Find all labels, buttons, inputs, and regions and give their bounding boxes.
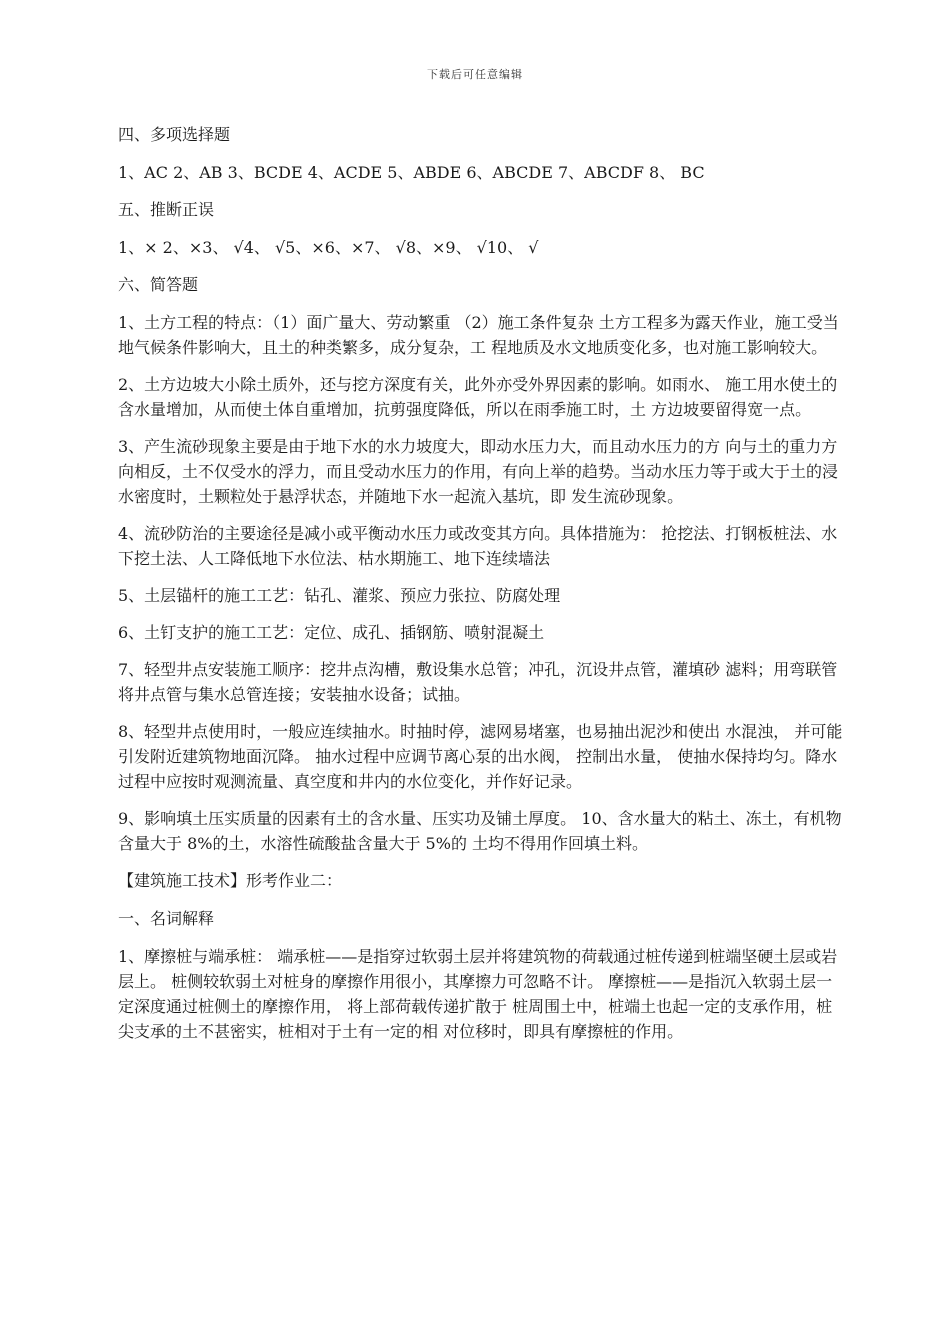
answer-line-multiple-choice: 1、AC 2、AB 3、BCDE 4、ACDE 5、ABDE 6、ABCDE 7、ABCDF 8、 BC <box>118 163 705 182</box>
short-answer-paragraph-9: 9、影响填土压实质量的因素有土的含水量、压实功及铺土厚度。 10、含水量大的粘土、冻土，有机物含量大于 8%的土，水溶性硫酸盐含量大于 5%的 土均不得用作回填土料。 <box>118 809 842 853</box>
section-heading-short-answer: 六、简答题 <box>118 275 199 294</box>
short-answer-paragraph-8: 8、轻型井点使用时，一般应连续抽水。时抽时停，滤网易堵塞，也易抽出泥沙和使出 水混浊， 并可能引发附近建筑物地面沉降。 抽水过程中应调节离心泵的出水阀， 控制出水量， 使抽水保持均匀。降水过程中应按时观测流量、真空度和井内的水位变化，并作好记录。 <box>118 722 843 791</box>
short-answer-paragraph-5: 5、土层锚杆的施工工艺：钻孔、灌浆、预应力张拉、防腐处理 <box>118 586 561 605</box>
short-answer-paragraph-7: 7、轻型井点安装施工顺序：挖井点沟槽，敷设集水总管；冲孔，沉设井点管，灌填砂 滤料；用弯联管将井点管与集水总管连接；安装抽水设备；试抽。 <box>118 660 838 704</box>
answer-line-true-false: 1、× 2、×3、 √4、 √5、×6、×7、 √8、×9、 √10、 √ <box>118 238 539 257</box>
short-answer-paragraph-4: 4、流砂防治的主要途径是减小或平衡动水压力或改变其方向。具体措施为： 抢挖法、打钢板桩法、水下挖土法、人工降低地下水位法、枯水期施工、地下连续墙法 <box>118 524 838 568</box>
section-heading-true-false: 五、推断正误 <box>118 200 215 219</box>
section-heading-multiple-choice: 四、多项选择题 <box>118 125 231 144</box>
short-answer-paragraph-1: 1、土方工程的特点：（1）面广量大、劳动繁重 （2）施工条件复杂 土方工程多为露天作业，施工受当地气候条件影响大，且土的种类繁多，成分复杂，工 程地质及水文地质变化多，也对施工影响较大。 <box>118 313 839 357</box>
short-answer-paragraph-2: 2、土方边坡大小除土质外，还与挖方深度有关，此外亦受外界因素的影响。如雨水、 施工用水使土的含水量增加，从而使土体自重增加，抗剪强度降低，所以在雨季施工时，土 方边坡要留得宽一点。 <box>118 375 838 419</box>
short-answer-paragraph-3: 3、产生流砂现象主要是由于地下水的水力坡度大，即动水压力大，而且动水压力的方 向与土的重力方向相反，土不仅受水的浮力，而且受动水压力的作用，有向上举的趋势。当动水压力等于或大于土的浸水密度时，土颗粒处于悬浮状态，并随地下水一起流入基坑，即 发生流砂现象。 <box>118 437 839 506</box>
page-header-note: 下载后可任意编辑 <box>427 68 523 81</box>
document-body <box>118 122 843 1056</box>
assignment-title: 【建筑施工技术】形考作业二： <box>118 871 343 890</box>
section-heading-terms: 一、名词解释 <box>118 909 215 928</box>
short-answer-paragraph-6: 6、土钉支护的施工工艺：定位、成孔、插钢筋、喷射混凝土 <box>118 623 545 642</box>
terms-paragraph-1: 1、摩擦桩与端承桩： 端承桩——是指穿过软弱土层并将建筑物的荷载通过桩传递到桩端坚硬土层或岩层上。 桩侧较软弱土对桩身的摩擦作用很小，其摩擦力可忽略不计。 摩擦桩——是指沉入软弱土层一定深度通过桩侧土的摩擦作用， 将上部荷载传递扩散于 桩周围土中，桩端土也起一定的支承作用，桩尖支承的土不甚密实，桩相对于土有一定的相 对位移时，即具有摩擦桩的作用。 <box>118 947 838 1041</box>
